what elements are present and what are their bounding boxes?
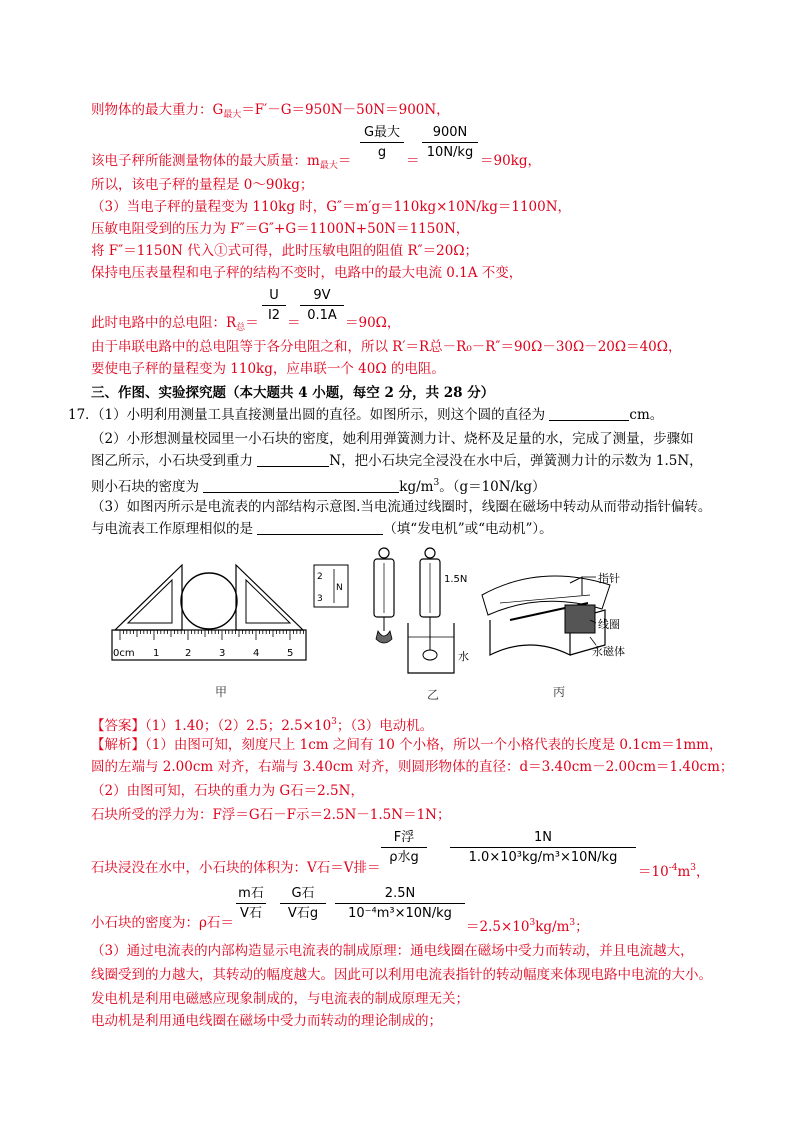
solution-line: 所以，该电子秤的量程是 0～90kg； [91,177,314,193]
solution-line: 压敏电阻受到的压力为 F″＝G″+G＝1100N+50N＝1150N， [91,221,470,237]
ruler-tick-label: 5 [287,648,294,659]
solution-line: 将 F″＝1150N 代入①式可得，此时压敏电阻的阻值 R″＝20Ω； [91,243,479,259]
solution-line: （3）当电子秤的量程变为 110kg 时，G″＝m′g＝110kg×10N/kg＝1100N， [91,199,572,215]
scale-tick-label: 2 [317,572,323,582]
answer-blank[interactable] [257,452,329,467]
solution-line: 则物体的最大重力：$G_{最大}=F'-G=950N-50N=900N$， [91,102,450,120]
solution-line-end: ＝90Ω， [345,315,401,331]
answer-blank[interactable] [549,406,629,421]
answer-line: 【答案】（1）1.40；（2）2.5；$2.5\times 10^3$；（3）电动机。 [91,717,434,734]
answer-blank[interactable] [203,478,399,493]
question-line: （3）如图丙所示是电流表的内部结构示意图.当电流通过线圈时，线圈在磁场中转动从而带动指针偏转。 [91,499,712,515]
scale-tick-label: N [336,583,343,593]
figure-ammeter-structure [470,565,670,685]
scale-reading-label: 1.5N [444,574,468,585]
question-line: （1）小明利用测量工具直接测量出圆的直径。如图所示，则这个圆的直径为 cm。 [91,407,664,423]
analysis-line: 圆的左端与 2.00cm 对齐，右端与 3.40cm 对齐，则圆形物体的直径：d＝3.40cm－2.00cm＝1.40cm； [91,759,734,775]
fraction: m石 V石 [236,886,266,921]
solution-line: 此时电路中的总电阻：$R_总=$ [91,315,259,333]
question-line: （2）小形想测量校园里一小石块的密度，她利用弹簧测力计、烧杯及足量的水，完成了测量，步骤如 [91,431,694,447]
fraction: G最大 g [360,125,404,160]
figure-caption-bing: 丙 [553,685,566,699]
solution-line: 由于串联电路中的总电阻等于各分电阻之和，所以 R′＝R总－R₀－R″＝90Ω－30Ω－20Ω＝40Ω， [91,339,682,355]
solution-line: 要使电子秤的量程变为 110kg，应串联一个 40Ω 的电阻。 [91,361,445,377]
ruler-tick-label: 3 [219,648,226,659]
fraction: 9V 0.1A [300,288,344,323]
question-line: 与电流表工作原理相似的是 （填“发电机”或“电动机”）。 [91,521,553,537]
analysis-line: 石块所受的浮力为：F浮＝G石－F示＝2.5N－1.5N＝1N； [91,807,451,823]
analysis-line: 【解析】（1）由图可知，刻度尺上 1cm 之间有 10 个小格，所以一个小格代表的长度是 0.1cm＝1mm， [91,737,723,753]
analysis-line-end: $=2.5\times 10^3kg/m^3$； [466,918,589,935]
figure-spring-scales [312,545,482,680]
question-number: 17． [68,407,99,423]
analysis-line: 发电机是利用电磁感应现象制成的，与电流表的制成原理无关； [91,991,469,1007]
analysis-line: 小石块的密度为：ρ石＝ [91,915,234,931]
analysis-line: 电动机是利用通电线圈在磁场中受力而转动的理论制成的； [91,1013,442,1029]
fraction: 1N 1.0×10³kg/m³×10N/kg [450,830,636,865]
water-label: 水 [458,650,469,663]
figure-ruler-circle [110,560,310,670]
solution-line: 保持电压表量程和电子秤的结构不变时，电路中的最大电流 0.1A 不变， [91,265,523,281]
fraction: 900N 10N/kg [422,125,478,160]
equals-sign: ＝ [287,315,301,331]
coil-label: 线圈 [598,618,620,631]
analysis-line: （2）由图可知，石块的重力为 G石＝2.5N， [91,783,364,799]
magnet-label: 永磁体 [592,645,625,658]
section-heading: 三、作图、实验探究题（本大题共 4 小题，每空 2 分，共 28 分） [91,385,495,401]
analysis-line-end: $=10^{-4}m^3$， [638,863,710,880]
ruler-tick-label: 0cm [113,648,135,659]
ruler-tick-label: 1 [153,648,160,659]
equals-sign: ＝ [406,153,420,169]
fraction: G石 V石g [280,886,326,921]
analysis-line: 石块浸没在水中，小石块的体积为：V石＝V排＝ [91,860,381,876]
solution-line: 该电子秤所能测量物体的最大质量：$m_{最大}=$ [91,153,352,171]
analysis-line: （3）通过电流表的内部构造显示电流表的制成原理：通电线圈在磁场中受力而转动，并且电流越大， [91,943,694,959]
figure-caption-jia: 甲 [215,685,228,699]
question-line: 图乙所示，小石块受到重力 N，把小石块完全浸没在水中后，弹簧测力计的示数为 1.5N， [91,453,703,469]
fraction: U I2 [262,288,286,323]
question-line: 则小石块的密度为 $kg/m^3$。（g＝10N/kg） [91,478,546,495]
figure-caption-yi: 乙 [427,688,440,702]
scale-tick-label: 3 [317,594,323,604]
solution-line-end: ＝90kg， [480,153,542,169]
fraction: F浮 ρ水g [381,830,427,865]
pointer-label: 指针 [598,572,620,585]
analysis-line: 线圈受到的力越大，其转动的幅度越大。因此可以利用电流表指针的转动幅度来体现电路中电流的大小。 [91,967,712,983]
ruler-tick-label: 4 [253,648,260,659]
ruler-tick-label: 2 [185,648,192,659]
answer-blank[interactable] [257,520,383,535]
fraction: 2.5N 10⁻⁴m³×10N/kg [335,886,465,921]
